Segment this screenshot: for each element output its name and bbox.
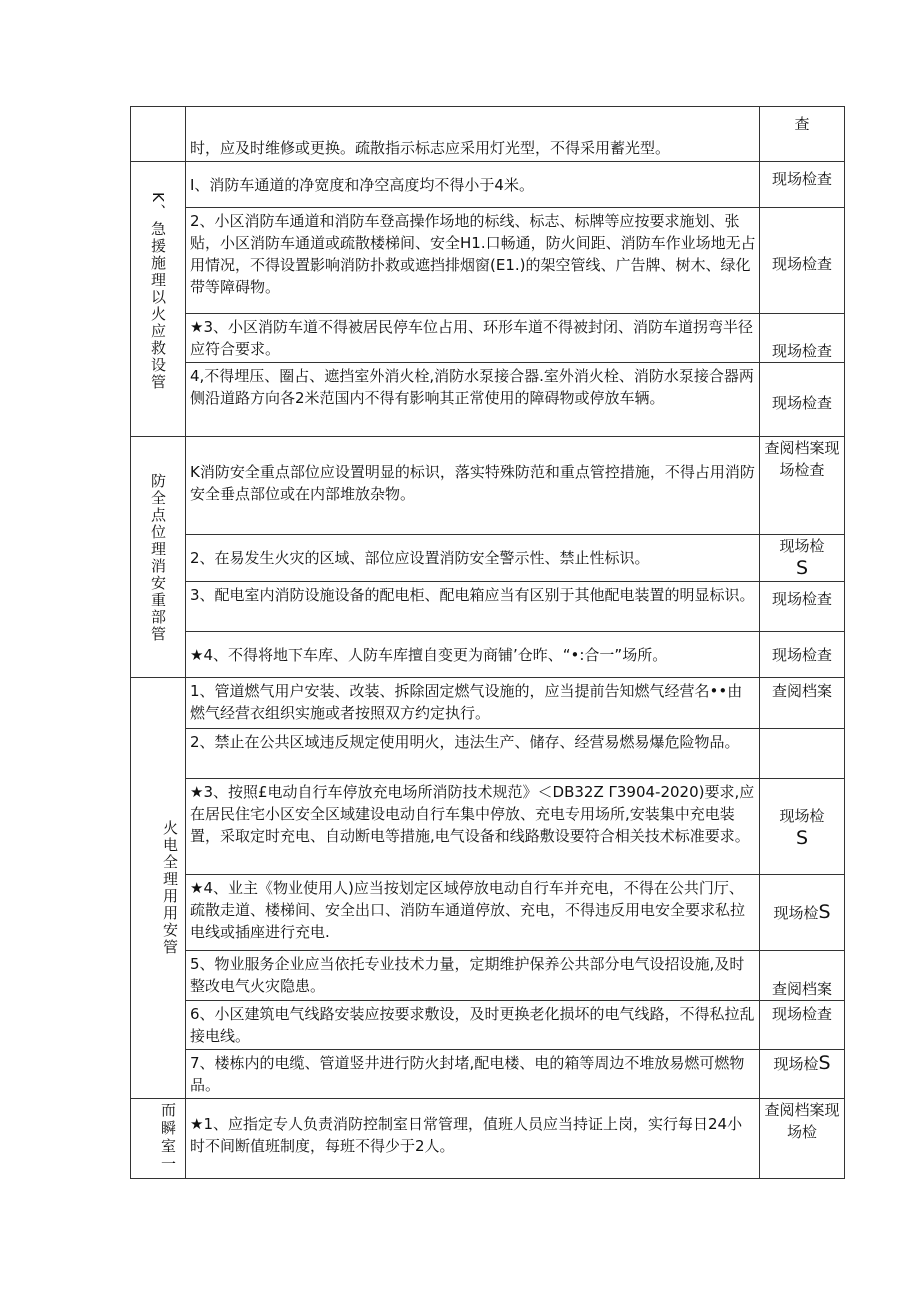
- table-row: [131, 582, 845, 632]
- check-method-cell: [760, 208, 845, 314]
- requirement-text: ★3、按照£电动自行车停放充电场所消防技术规范》＜DB32Z Γ3904-2020)要求,应在居民住宅小区安全区域建设电动自行车集中停放、充电专用场所,安装集中充电装置，采取定时充电、自动断电等措施,电气设备和线路敷设要符合相关技术标准要求。: [190, 783, 755, 845]
- requirement-cell: [186, 314, 760, 363]
- check-method-text: 现场检: [779, 806, 825, 825]
- requirement-text: 时，应及时维修或更换。疏散指示标志应采用灯光型，不得采用蓄光型。: [190, 139, 671, 157]
- requirement-text: ★4、不得将地下车库、人防车库擅自变更为商铺’仓昨、“•:合一”场所。: [190, 645, 668, 664]
- requirement-text: 6、小区建筑电气线路安装应按要求敷设，及时更换老化损坏的电气线路，不得私拉乱接电线。: [190, 1005, 755, 1045]
- check-method-cell: [760, 678, 845, 729]
- check-method-text: 查阅档案: [771, 980, 832, 998]
- table-row: [131, 632, 845, 678]
- table-row: [131, 208, 845, 314]
- requirement-cell: [186, 632, 760, 678]
- requirement-text: 2、在易发生火灾的区域、部位应设置消防安全警示性、禁止性标识。: [190, 549, 650, 567]
- requirement-cell: [186, 1099, 760, 1179]
- requirement-cell: [186, 535, 760, 582]
- check-method-text: 现场检查: [771, 254, 832, 273]
- requirement-text: 2、小区消防车通道和消防车登高操作场地的标线、标志、标牌等应按要求施划、张贴，小区消防车通道或疏散楼梯间、安全H1.口畅通，防火间距、消防车作业场地无占用情况，不得设置影响消防扑救或遮挡排烟窗(E1.)的架空管线、广告牌、树木、绿化带等障碍物。: [190, 212, 756, 296]
- requirement-cell: [186, 208, 760, 314]
- table-row: [131, 1099, 845, 1179]
- requirement-text: 5、物业服务企业应当依托专业技术力量，定期维护保养公共部分电气设招设施,及时整改电气火灾隐患。: [190, 955, 745, 995]
- check-method-cell: [760, 951, 845, 1001]
- requirement-text: ★3、小区消防车道不得被居民停车位占用、环形车道不得被封闭、消防车道拐弯半径应符合要求。: [190, 318, 753, 358]
- check-method-text: 现场检查: [771, 645, 832, 664]
- requirement-text: ★1、应指定专人负责消防控制室日常管理，值班人员应当持证上岗，实行每日24小时不间断值班制度，每班不得少于2人。: [190, 1115, 743, 1155]
- requirement-text: ★4、业主《物业使用人)应当按划定区域停放电动自行车并充电，不得在公共门厅、疏散走道、楼梯间、安全出口、消防车通道停放、充电，不得违反用电安全要求私拉电线或插座进行充电.: [190, 879, 746, 941]
- requirement-text: K消防安全重点部位应设置明显的标识，落实特殊防范和重点管控措施，不得占用消防安全垂点部位或在内部堆放杂物。: [190, 463, 755, 503]
- requirement-text: 4,不得埋压、圈占、遮挡室外消火栓,消防水泵接合器.室外消火栓、消防水泵接合器两侧沿道路方向各2米范国内不得有影响其正常使用的障碍物或停放车辆。: [190, 367, 754, 407]
- check-method-cell: [760, 1050, 845, 1099]
- table-row: [131, 162, 845, 208]
- table-row: [131, 363, 845, 437]
- check-method-text: 查阅档案现场检: [764, 1101, 840, 1141]
- table-row: [131, 314, 845, 363]
- check-method-cell: [760, 1001, 845, 1050]
- category-label: K、急援施理以火应救设管: [149, 192, 167, 391]
- check-method-text: 查阅档案: [771, 682, 832, 700]
- requirement-cell: [186, 779, 760, 875]
- check-method-text: 现场检查: [771, 170, 832, 188]
- table-row: [131, 951, 845, 1001]
- check-method-cell: [760, 535, 845, 582]
- check-method-cell: [760, 162, 845, 208]
- table-row: [131, 779, 845, 875]
- inspection-table: [130, 106, 845, 1179]
- requirement-cell: [186, 875, 760, 951]
- category-label: 防全点位理消安重部管: [149, 473, 167, 643]
- requirement-cell: [186, 162, 760, 208]
- check-method-cell: [760, 729, 845, 779]
- check-method-cell: [760, 582, 845, 632]
- category-cell: [131, 162, 186, 437]
- requirement-cell: [186, 729, 760, 779]
- category-label: 而瞬室一: [161, 1101, 177, 1173]
- table-row: [131, 729, 845, 779]
- check-method-text: [760, 729, 844, 735]
- requirement-cell: [186, 1050, 760, 1099]
- requirement-text: I、消防车通道的净宽度和净空高度均不得小于4米。: [190, 176, 534, 194]
- requirement-text: 1、管道燃气用户安装、改装、拆除固定燃气设施的，应当提前告知燃气经营名••由燃气经营衣组织实施或者按照双方约定执行。: [190, 682, 743, 722]
- check-method-cell: [760, 779, 845, 875]
- requirement-cell: [186, 437, 760, 535]
- check-method-cell: [760, 107, 845, 162]
- check-method-cell: [760, 437, 845, 535]
- check-method-text: 现场检: [779, 537, 825, 555]
- check-method-cell: [760, 314, 845, 363]
- check-method-text: 现场检查: [771, 1005, 832, 1023]
- check-method-text: 现场检查: [771, 342, 832, 360]
- category-label: 火电全理用用安管: [161, 820, 179, 956]
- requirement-cell: [186, 951, 760, 1001]
- check-method-text: 现场检查: [771, 590, 832, 608]
- requirement-cell: [186, 363, 760, 437]
- check-method-suffix: S: [818, 1052, 831, 1074]
- check-method-cell: [760, 363, 845, 437]
- check-method-text: 查: [794, 115, 810, 133]
- check-method-cell: [760, 1099, 845, 1179]
- category-cell: [131, 678, 186, 1099]
- check-method-suffix: S: [795, 557, 809, 579]
- category-cell: [131, 437, 186, 678]
- table-row: [131, 1001, 845, 1050]
- table-row: [131, 1050, 845, 1099]
- requirement-text: 3、配电室内消防设施设备的配电柜、配电箱应当有区别于其他配电装置的明显标识。: [190, 586, 755, 604]
- check-method-cell: [760, 632, 845, 678]
- check-method-suffix: S: [795, 826, 809, 849]
- table-row: [131, 875, 845, 951]
- table-row: [131, 107, 845, 162]
- check-method-text: 查阅档案现场检查: [764, 439, 840, 479]
- table-row: [131, 678, 845, 729]
- table-row: [131, 535, 845, 582]
- requirement-cell: [186, 678, 760, 729]
- check-method-text: 现场检: [773, 904, 819, 922]
- check-method-text: 现场检: [773, 1055, 819, 1073]
- requirement-cell: [186, 582, 760, 632]
- requirement-text: 7、楼栋内的电缆、管道竖井进行防火封堵,配电楼、电的箱等周边不堆放易燃可燃物品。: [190, 1054, 745, 1094]
- requirement-cell: [186, 1001, 760, 1050]
- requirement-text: 2、禁止在公共区域违反规定使用明火，违法生产、储存、经营易燃易爆危险物品。: [190, 733, 740, 751]
- check-method-text: 现场检查: [771, 393, 832, 412]
- category-cell: [131, 1099, 186, 1179]
- check-method-suffix: S: [818, 901, 831, 923]
- table-row: [131, 437, 845, 535]
- category-cell: [131, 107, 186, 162]
- requirement-cell: [186, 107, 760, 162]
- check-method-cell: [760, 875, 845, 951]
